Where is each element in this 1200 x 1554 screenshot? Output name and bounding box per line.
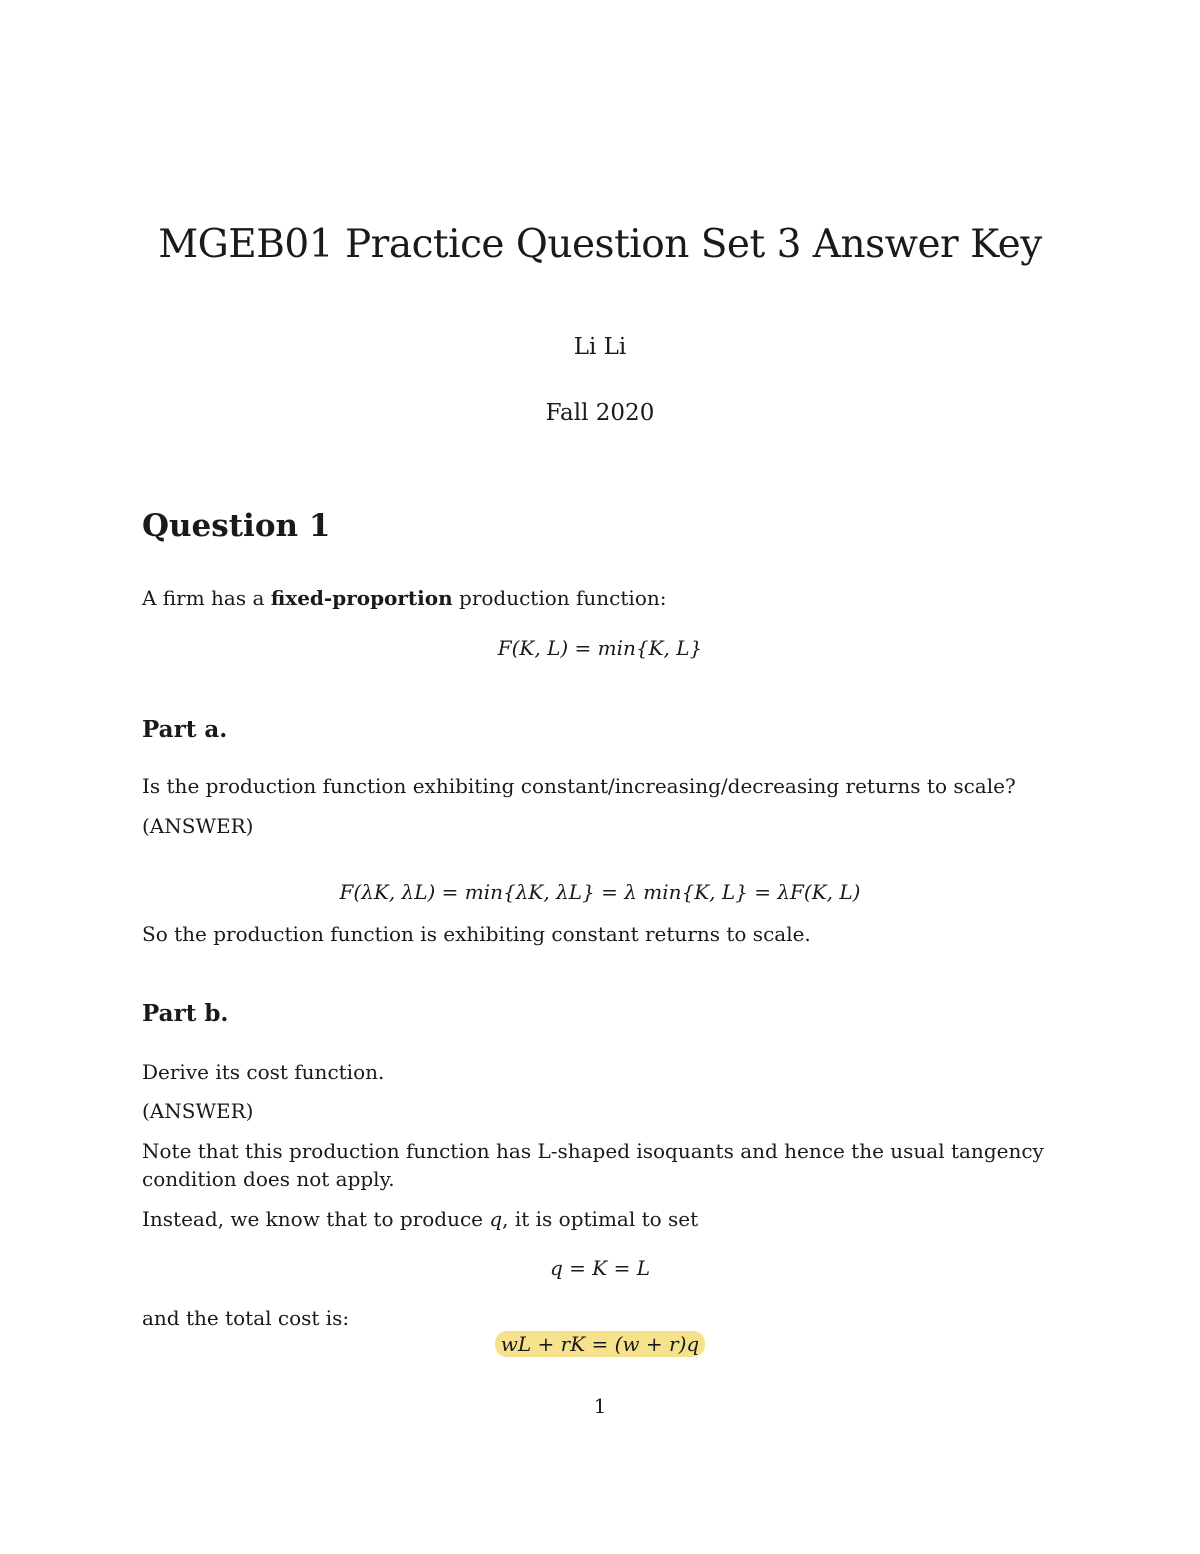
- total-cost-formula-highlighted: wL + rK = (w + r)q: [495, 1331, 705, 1357]
- intro-prefix: A firm has a: [142, 586, 271, 610]
- part-b-instead-line: [142, 1205, 698, 1233]
- returns-to-scale-formula: F(λK, λL) = min{λK, λL} = λ min{K, L} = λF(K, L): [339, 880, 861, 904]
- total-cost-text: and the total cost is:: [142, 1306, 350, 1330]
- part-b-note-line-1: Note that this production function has L-shaped isoquants and hence the usual tangency: [142, 1139, 1044, 1163]
- part-a-answer-label: (ANSWER): [142, 814, 254, 838]
- part-a-equation: [0, 880, 1200, 904]
- production-function-formula: F(K, L) = min{K, L}: [497, 636, 703, 660]
- intro-suffix: production function:: [452, 586, 667, 610]
- part-b-heading: Part b.: [142, 1000, 229, 1027]
- part-a-heading: Part a.: [142, 716, 228, 743]
- document-title: MGEB01 Practice Question Set 3 Answer Key: [158, 222, 1042, 267]
- part-b-answer-label: (ANSWER): [142, 1099, 254, 1123]
- document-date: Fall 2020: [545, 400, 655, 426]
- part-a-question: Is the production function exhibiting constant/increasing/decreasing returns to scale?: [142, 774, 1016, 798]
- page-number: 1: [593, 1394, 607, 1418]
- part-b-question: Derive its cost function.: [142, 1060, 385, 1084]
- instead-variable: q: [489, 1207, 503, 1231]
- part-a-conclusion: So the production function is exhibiting constant returns to scale.: [142, 922, 811, 946]
- instead-prefix: Instead, we know that to produce: [142, 1207, 490, 1231]
- question-1-heading: Question 1: [142, 508, 331, 544]
- instead-suffix: , it is optimal to set: [502, 1207, 699, 1231]
- question-1-intro: [142, 584, 666, 612]
- optimal-input-equation: [0, 1256, 1200, 1280]
- total-cost-equation: [0, 1332, 1200, 1356]
- document-author: Li Li: [573, 334, 627, 360]
- production-function-equation: [0, 636, 1200, 660]
- part-b-note-line-2: condition does not apply.: [142, 1167, 395, 1191]
- optimal-input-formula: q = K = L: [550, 1256, 650, 1280]
- intro-bold-term: fixed-proportion: [270, 586, 453, 610]
